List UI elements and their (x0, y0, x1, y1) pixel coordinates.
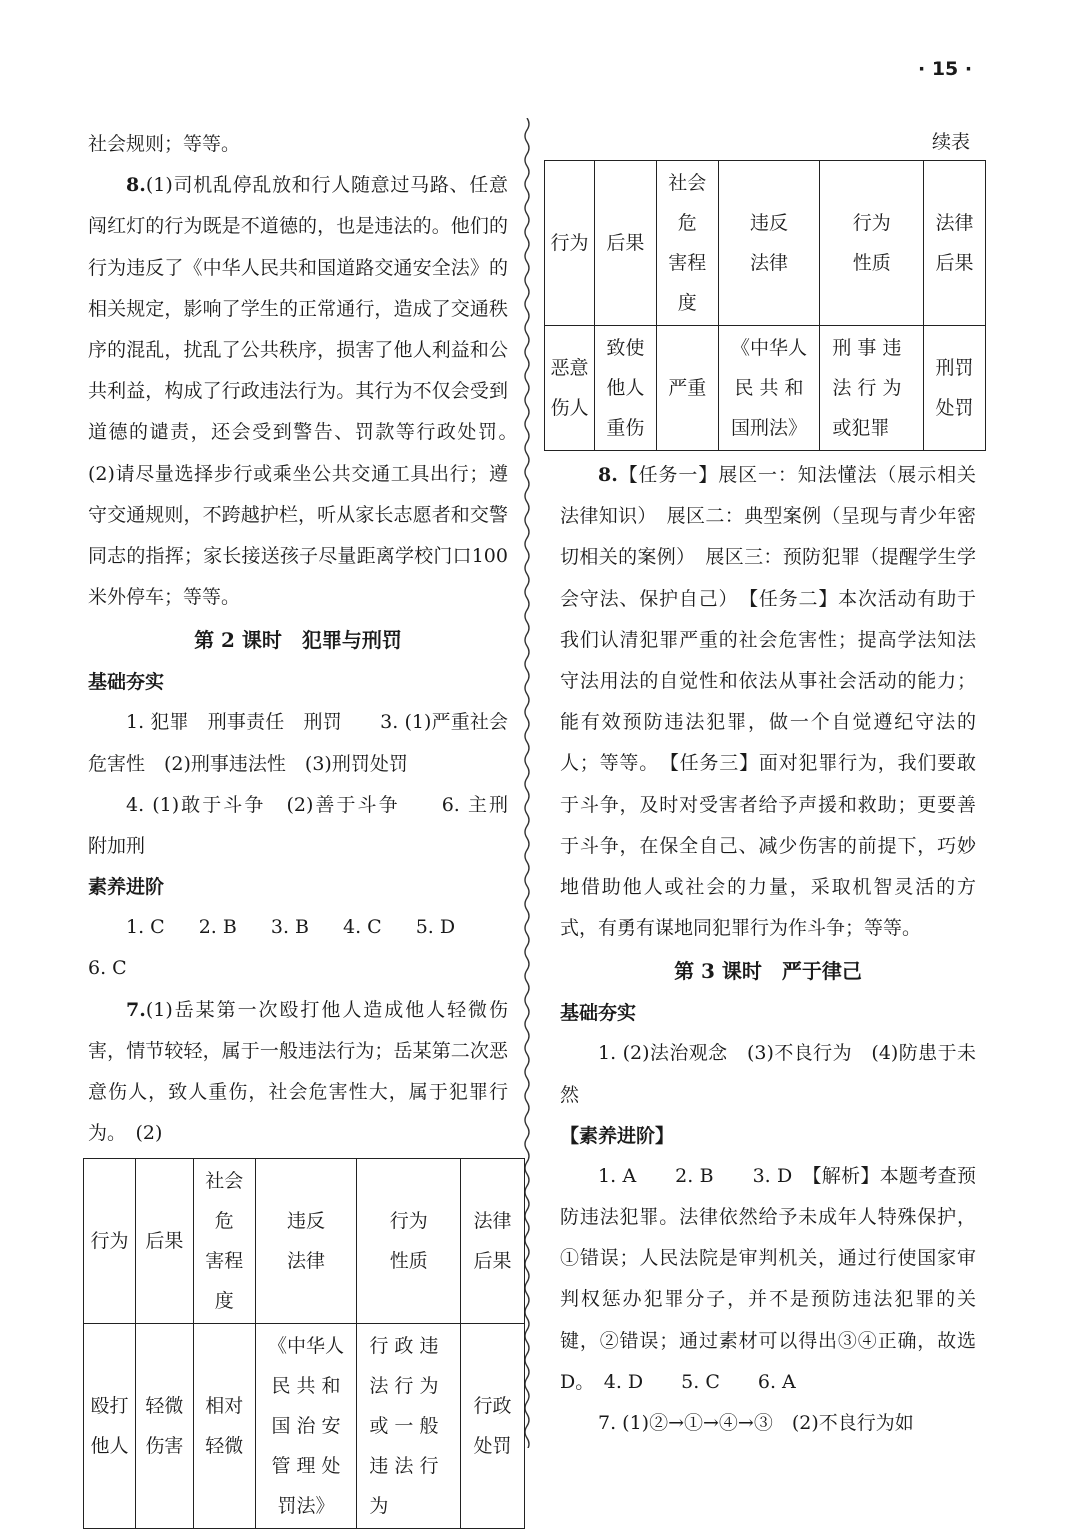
th-houguo-law: 法律 后果 (924, 161, 986, 326)
cell-weihai: 严重 (656, 326, 718, 451)
mc-answers-tail: 4. D 5. C 6. A (603, 1370, 796, 1393)
q8-answer: 【任务一】展区一：知法懂法（展示相关法律知识） 展区二：典型案例（呈现与青少年密切相关的案例） 展区三：预防犯罪（提醒学生学会守法、保护自己） 【任务二】本次活动有助于我们认清犯罪严重的社会危害性；提高学法知法守法用法的自觉性和依法从事社会活动的能力；能有效预防违法犯罪，做一个自觉遵纪守法的人；等等。 【任务三】面对犯罪行为，我们要敢于斗争，及时对受害者给予声援和救助；更要善于斗争，在保全自己、减少伤害的前提下，巧妙地借助他人或社会的力量，采取机智灵活的方式，有勇有谋地同犯罪行为作斗争；等等。 (560, 464, 976, 940)
lesson-3-title: 第 3 课时 严于律己 (674, 959, 862, 984)
cell-houguo: 轻微 伤害 (135, 1324, 193, 1529)
cell-law-result: 行政 处罚 (461, 1324, 525, 1529)
q7-answer: (1)岳某第一次殴打他人造成他人轻微伤害，情节较轻，属于一般违法行为；岳某第二次恶意伤人，致人重伤，社会危害性大，属于犯罪行为。 (2) (88, 998, 508, 1145)
th-falv: 违反 法律 (718, 161, 820, 326)
answer-table-left (83, 1158, 525, 1529)
th-houguo-law: 法律 后果 (461, 1159, 525, 1324)
intro-line: 社会规则；等等。 (88, 133, 241, 155)
cell-falv: 《中华人 民 共 和 国 治 安 管 理 处 罚法》 (255, 1324, 357, 1529)
jichu-heading: 基础夯实 (560, 1002, 637, 1025)
jichu-answers-2: 4. (1)敢于斗争 (2)善于斗争 6. 主刑 附加刑 (88, 793, 528, 858)
q8-answer: (1)司机乱停乱放和行人随意过马路、任意闯红灯的行为既是不道德的，也是违法的。他们的行为违反了《中华人民共和国道路交通安全法》的相关规定，影响了学生的正常通行，造成了交通秩序的混乱，扰乱了公共秩序，损害了他人利益和公共利益，构成了行政违法行为。其行为不仅会受到道德的谴责，还会受到警告、罚款等行政处罚。 (2)请尽量选择步行或乘坐公共交通工具出行；遵守交通规则，不跨越护栏，听从家长志愿者和交警同志的指挥；家长接送孩子尽量距离学校门口100米外停车；等等。 (88, 174, 528, 609)
continued-table-label: 续表 (931, 131, 970, 153)
th-weihai: 社会危 害程度 (656, 161, 718, 326)
question-7 (88, 990, 508, 1155)
mc-answer: 2. B (198, 916, 237, 939)
cell-weihai: 相对 轻微 (193, 1324, 255, 1529)
th-xingwei: 行为 (545, 161, 595, 326)
suyang-heading: 素养进阶 (88, 876, 165, 899)
th-houguo: 后果 (135, 1159, 193, 1324)
q7-number: 7. (126, 998, 146, 1021)
th-xingzhi: 行为 性质 (357, 1159, 461, 1324)
answer-table-right (544, 160, 986, 451)
mc-answer: 1. C (126, 916, 165, 939)
cell-xingzhi: 行 政 违 法 行 为 或 一 般 违 法 行 为 (357, 1324, 461, 1529)
mc-answers (88, 907, 508, 948)
right-column (550, 124, 976, 1444)
mc-answer-6: 6. C (88, 957, 127, 980)
jichu-heading: 基础夯实 (88, 671, 165, 694)
mc-answers: 1. A 2. B 3. D (598, 1164, 793, 1187)
mc-and-analysis (560, 1156, 976, 1403)
jichu-answers-1: 1. 犯罪 刑事责任 刑罚 3. (1)严重社会危害性 (2)刑事违法性 (3)刑罚处罚 (88, 711, 508, 775)
cell-xingzhi: 刑 事 违 法 行 为 或犯罪 (820, 326, 924, 451)
analysis: 【解析】本题考查预防违法犯罪。法律依然给予未成年人特殊保护，①错误；人民法院是审判机关，通过行使国家审判权惩办犯罪分子，并不是预防违法犯罪的关键，②错误；通过素材可以得出③④正确，故选 D。 (560, 1164, 976, 1393)
cell-houguo: 致使 他人 重伤 (594, 326, 656, 451)
cell-law-result: 刑罚 处罚 (924, 326, 986, 451)
left-column (88, 124, 528, 1529)
th-falv: 违反 法律 (255, 1159, 357, 1324)
q8-number: 8. (598, 464, 618, 486)
question-7-right: 7. (1)②→①→④→③ (2)不良行为如 (598, 1412, 914, 1435)
th-weihai: 社会危 害程度 (193, 1159, 255, 1324)
mc-answer: 3. B (270, 916, 309, 939)
mc-answer: 4. C (343, 916, 382, 939)
th-xingwei: 行为 (84, 1159, 136, 1324)
q8-number: 8. (126, 174, 146, 197)
cell-falv: 《中华人 民 共 和 国刑法》 (718, 326, 820, 451)
page-number: · 15 · (918, 58, 973, 80)
jichu-answers: 1. (2)法治观念 (3)不良行为 (4)防患于未然 (560, 1042, 976, 1106)
mc-answer: 5. D (415, 916, 456, 939)
question-8 (88, 165, 528, 618)
question-8-right (560, 455, 976, 949)
suyang-heading: 【素养进阶】 (560, 1124, 675, 1147)
th-xingzhi: 行为 性质 (820, 161, 924, 326)
cell-xingwei: 恶意 伤人 (545, 326, 595, 451)
cell-xingwei: 殴打 他人 (84, 1324, 136, 1529)
lesson-2-title: 第 2 课时 犯罪与刑罚 (194, 628, 402, 653)
th-houguo: 后果 (594, 161, 656, 326)
